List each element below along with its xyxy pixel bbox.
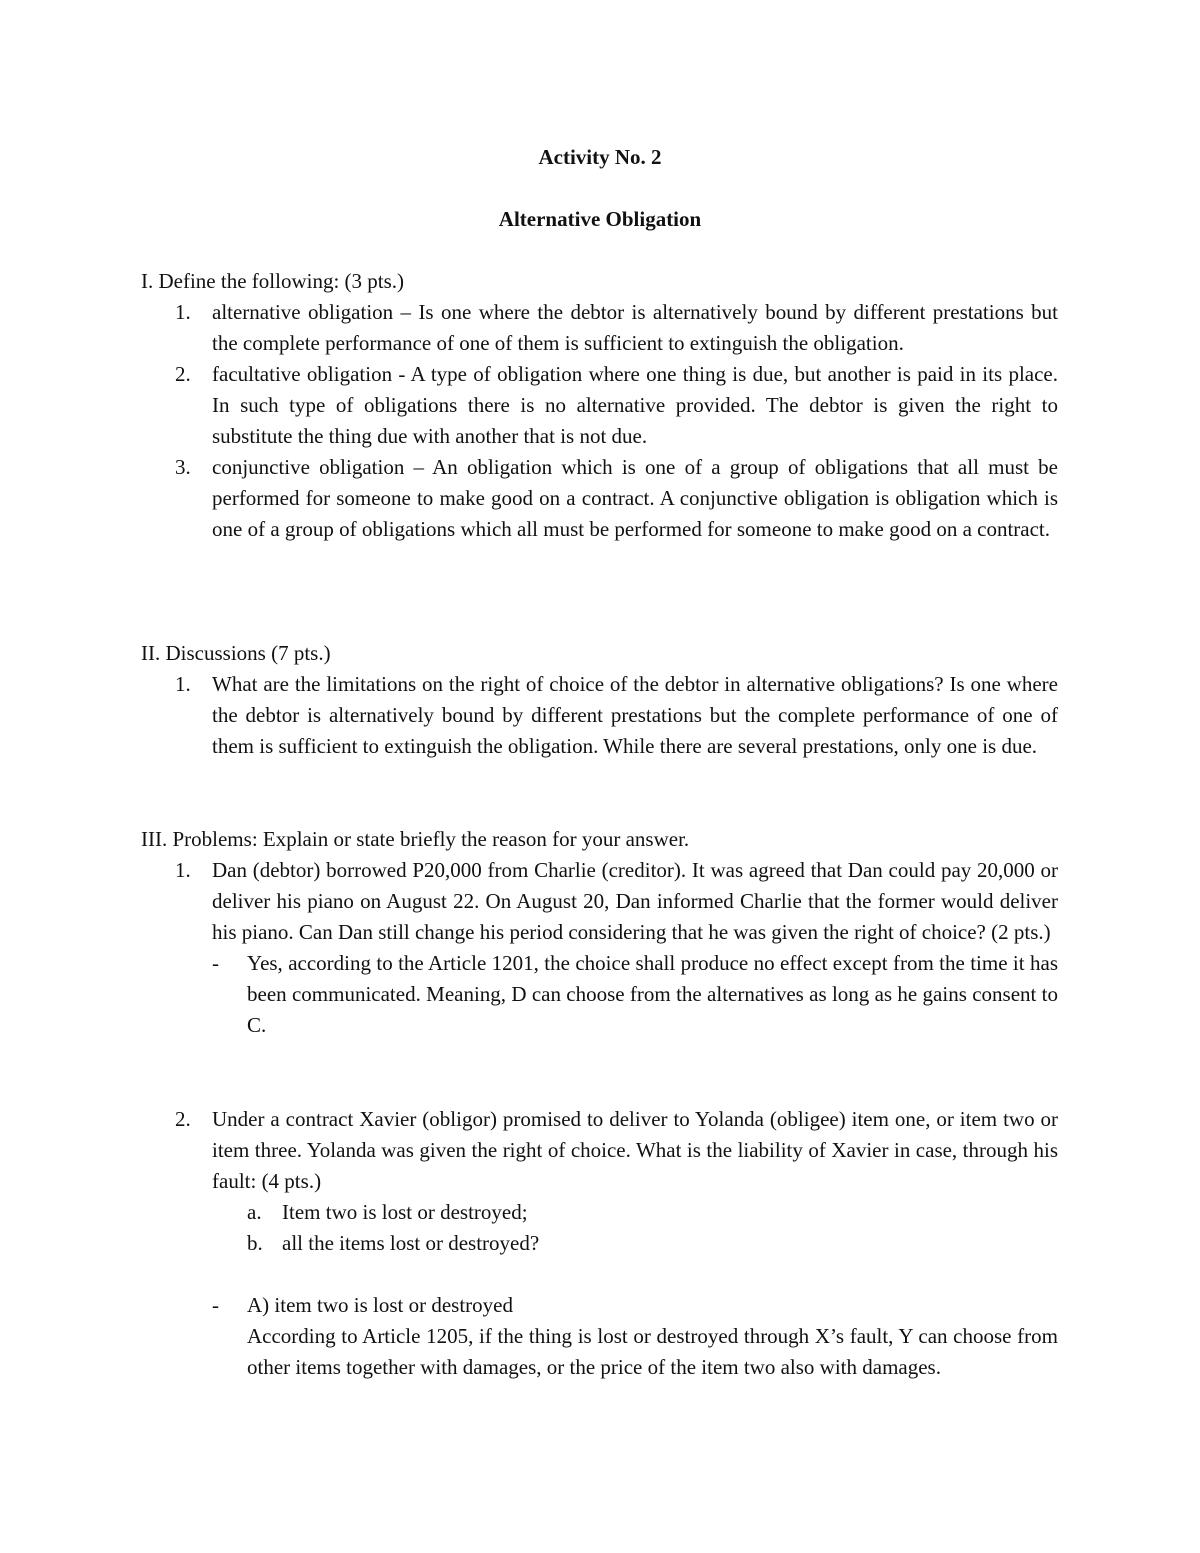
section-problem-2-answer <box>141 1290 1071 1383</box>
item-number: 1. <box>175 672 191 696</box>
section-define <box>141 266 1071 545</box>
item-text: alternative obligation – Is one where the debtor is alternatively bound by different prestations but the complete performance of one of them is sufficient to extinguish the obligation. <box>212 300 1058 355</box>
item-text: facultative obligation - A type of obligation where one thing is due, but another is paid in its place. In such type of obligations there is no alternative provided. The debtor is given the right to substitute the thing due with another that is not due. <box>212 362 1058 448</box>
problem-item <box>141 1104 1058 1197</box>
section-heading: II. Discussions (7 pts.) <box>141 641 331 665</box>
answer-heading: A) item two is lost or destroyed <box>247 1293 513 1317</box>
section-discussions <box>141 638 1071 762</box>
activity-subtitle: Alternative Obligation <box>498 207 702 231</box>
sub-item <box>141 1228 1058 1259</box>
list-item <box>141 452 1058 545</box>
sub-item <box>141 1197 1058 1228</box>
item-text: What are the limitations on the right of choice of the debtor in alternative obligations? Is one where the debtor is alternatively bound by different prestations but the complete performance of one of them is sufficient to extinguish the obligation. While there are several prestations, only one is due. <box>212 672 1058 758</box>
section-heading: III. Problems: Explain or state briefly the reason for your answer. <box>141 827 690 851</box>
list-item <box>141 669 1058 762</box>
item-number: 3. <box>175 455 191 479</box>
sub-item-text: Item two is lost or destroyed; <box>282 1200 528 1224</box>
section-problems <box>141 824 1071 1041</box>
answer-item <box>141 1290 1058 1383</box>
problem-text: Under a contract Xavier (obligor) promised to deliver to Yolanda (obligee) item one, or item two or item three. Yolanda was given the right of choice. What is the liability of Xavier in case, through his fault: (4 pts.) <box>212 1107 1058 1193</box>
list-item <box>141 359 1058 452</box>
item-number: 2. <box>175 362 191 386</box>
item-number: 1. <box>175 858 191 882</box>
answer-dash: - <box>212 1293 219 1317</box>
item-number: 2. <box>175 1107 191 1131</box>
item-number: 1. <box>175 300 191 324</box>
answer-dash: - <box>212 951 219 975</box>
problem-text: Dan (debtor) borrowed P20,000 from Charlie (creditor). It was agreed that Dan could pay 20,000 or deliver his piano on August 22. On August 20, Dan informed Charlie that the former would deliver his piano. Can Dan still change his period considering that he was given the right of choice? (2 pts.) <box>212 858 1058 944</box>
sub-item-text: all the items lost or destroyed? <box>282 1231 540 1255</box>
problem-item <box>141 855 1058 948</box>
section-problem-2 <box>141 1104 1071 1259</box>
item-text: conjunctive obligation – An obligation which is one of a group of obligations that all must be performed for someone to make good on a contract. A conjunctive obligation is obligation which is one of a group of obligations which all must be performed for someone to make good on a contract. <box>212 455 1058 541</box>
sub-item-letter: b. <box>247 1231 263 1255</box>
answer-item <box>141 948 1058 1041</box>
section-heading: I. Define the following: (3 pts.) <box>141 269 405 293</box>
answer-text: Yes, according to the Article 1201, the choice shall produce no effect except from the time it has been communicated. Meaning, D can choose from the alternatives as long as he gains consent to C. <box>247 951 1058 1037</box>
list-item <box>141 297 1058 359</box>
answer-text: According to Article 1205, if the thing is lost or destroyed through X’s fault, Y can choose from other items together with damages, or the price of the item two also with damages. <box>247 1324 1058 1379</box>
sub-item-letter: a. <box>247 1200 262 1224</box>
activity-title: Activity No. 2 <box>538 145 662 169</box>
